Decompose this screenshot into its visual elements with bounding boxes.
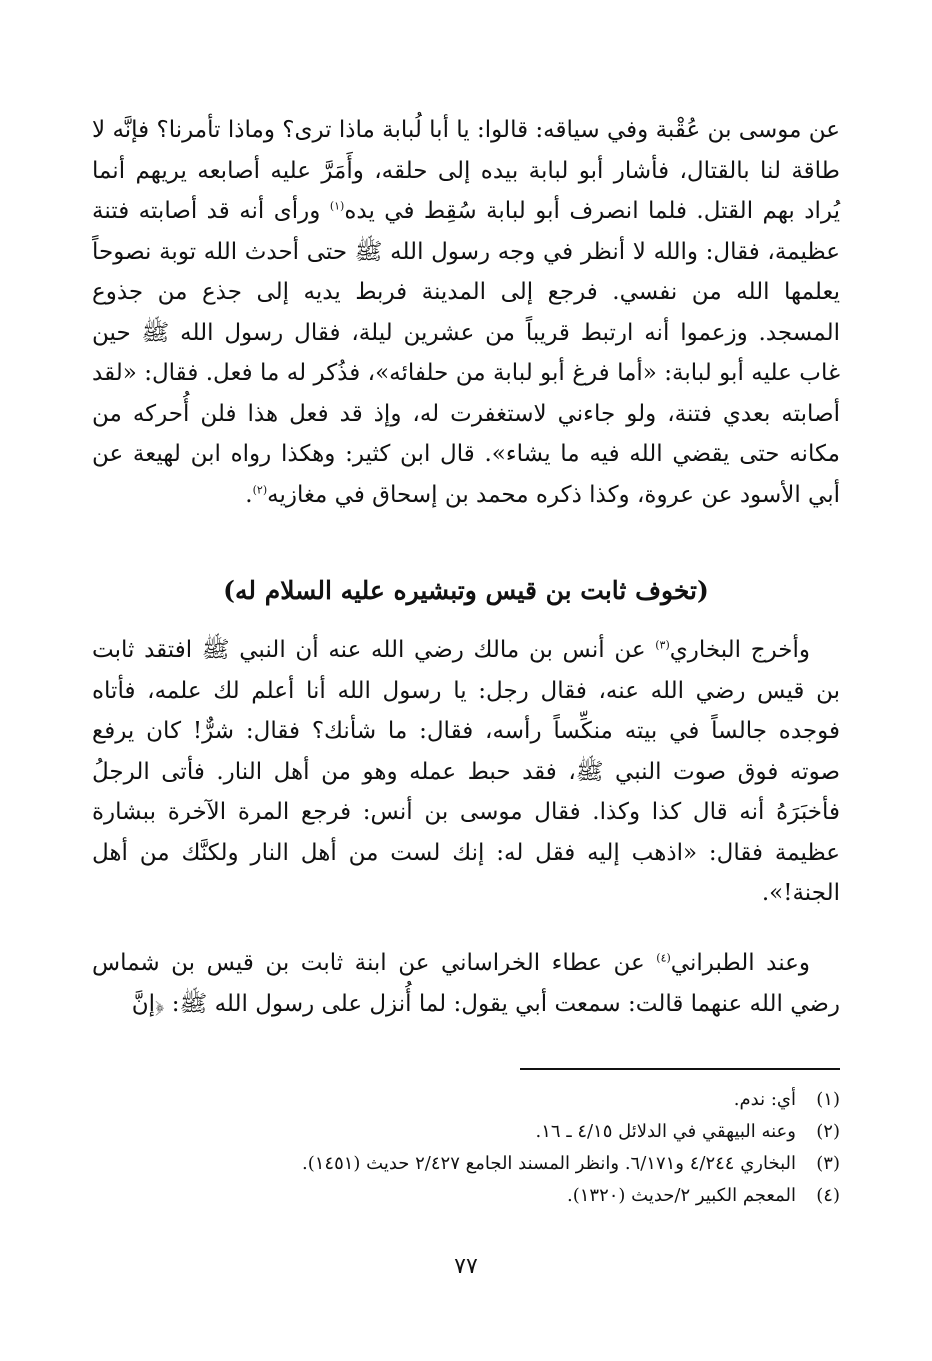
footnote-number: (٢) bbox=[816, 1121, 840, 1142]
footnote-ref: (١) bbox=[329, 199, 345, 213]
footnote-text: المعجم الكبير ٢/حديث (١٣٢٠). bbox=[566, 1185, 796, 1206]
footnote-item bbox=[92, 1148, 840, 1180]
footnote-ref: (٤) bbox=[656, 951, 671, 965]
footnote-text: وعنه البيهقي في الدلائل ٤/١٥ ـ ١٦. bbox=[535, 1121, 796, 1142]
footnote-divider bbox=[520, 1068, 840, 1070]
footnote-number: (٤) bbox=[816, 1185, 840, 1206]
footnote-item bbox=[92, 1084, 840, 1116]
section-heading: (تخوف ثابت بن قيس وتبشيره عليه السلام له) bbox=[223, 576, 709, 605]
page-number: ٧٧ bbox=[454, 1254, 478, 1279]
footnotes bbox=[92, 1084, 840, 1212]
footnote-ref: (٣) bbox=[655, 638, 670, 652]
footnote-number: (١) bbox=[816, 1089, 840, 1110]
footnote-item bbox=[92, 1180, 840, 1212]
footnote-text: أي: ندم. bbox=[733, 1089, 796, 1110]
paragraph-tabarani: وعند الطبراني$^{(٤)}$ عن عطاء الخراساني عن ابنة ثابت بن قيس بن شماس رضي الله عنهما قالت: سمعت أبي يقول: لما أُنزل على رسول الله ﷺ: ﴿إنَّ bbox=[92, 950, 840, 1017]
footnote-ref: (٢) bbox=[252, 482, 268, 496]
paragraph-abu-lubaba: عن موسى بن عُقْبة وفي سياقه: قالوا: يا أبا لُبابة ماذا ترى؟ وماذا تأمرنا؟ فإنَّه لا طاقة لنا بالقتال، فأشار أبو لبابة بيده إلى حلقه، وأَمَرَّ عليه أصابعه يريهم أنما يُراد بهم القتل. فلما انصرف أبو لبابة سُقِط في يده$^{(١)}$ ورأى أنه قد أصابته فتنة عظيمة، فقال: والله لا أنظر في وجه رسول الله ﷺ حتى أحدث الله توبة نصوحاً يعلمها الله من نفسي. فرجع إلى المدينة فربط يديه إلى جذع من جذوع المسجد. وزعموا أنه ارتبط قريباً من عشرين ليلة، فقال رسول الله ﷺ حين غاب عليه أبو لبابة: «أما فرغ أبو لبابة من حلفائه»، فذُكر له ما فعل. فقال: «لقد أصابته بعدي فتنة، ولو جاءني لاستغفرت له، وإذ قد فعل هذا فلن أُحركه من مكانه حتى يقضي الله فيه ما يشاء». قال ابن كثير: وهكذا رواه ابن لهيعة عن أبي الأسود عن عروة، وكذا ذكره محمد بن إسحاق في مغازيه$^{(٢)}$. bbox=[92, 117, 840, 508]
footnote-text: البخاري ٤/٢٤٤ و٦/١٧١. وانظر المسند الجامع ٢/٤٢٧ حديث (١٤٥١). bbox=[301, 1153, 796, 1174]
footnote-item bbox=[92, 1116, 840, 1148]
paragraph-thabit-bukhari: وأخرج البخاري$^{(٣)}$ عن أنس بن مالك رضي الله عنه أن النبي ﷺ افتقد ثابت بن قيس رضي الله عنه، فقال رجل: يا رسول الله أنا أعلم لك علمه، فأتاه فوجده جالساً في بيته منكِّساً رأسه، فقال: ما شأنك؟ فقال: شرٌّ! كان يرفع صوته فوق صوت النبي ﷺ، فقد حبط عمله وهو من أهل النار. فأتى الرجلُ فأخبَرَهُ أنه قال كذا وكذا. فقال موسى بن أنس: فرجع المرة الآخرة ببشارة عظيمة فقال: «اذهب إليه فقل له: إنك لست من أهل النار ولكنَّك من أهل الجنة!». bbox=[92, 637, 840, 906]
footnote-number: (٣) bbox=[816, 1153, 840, 1174]
